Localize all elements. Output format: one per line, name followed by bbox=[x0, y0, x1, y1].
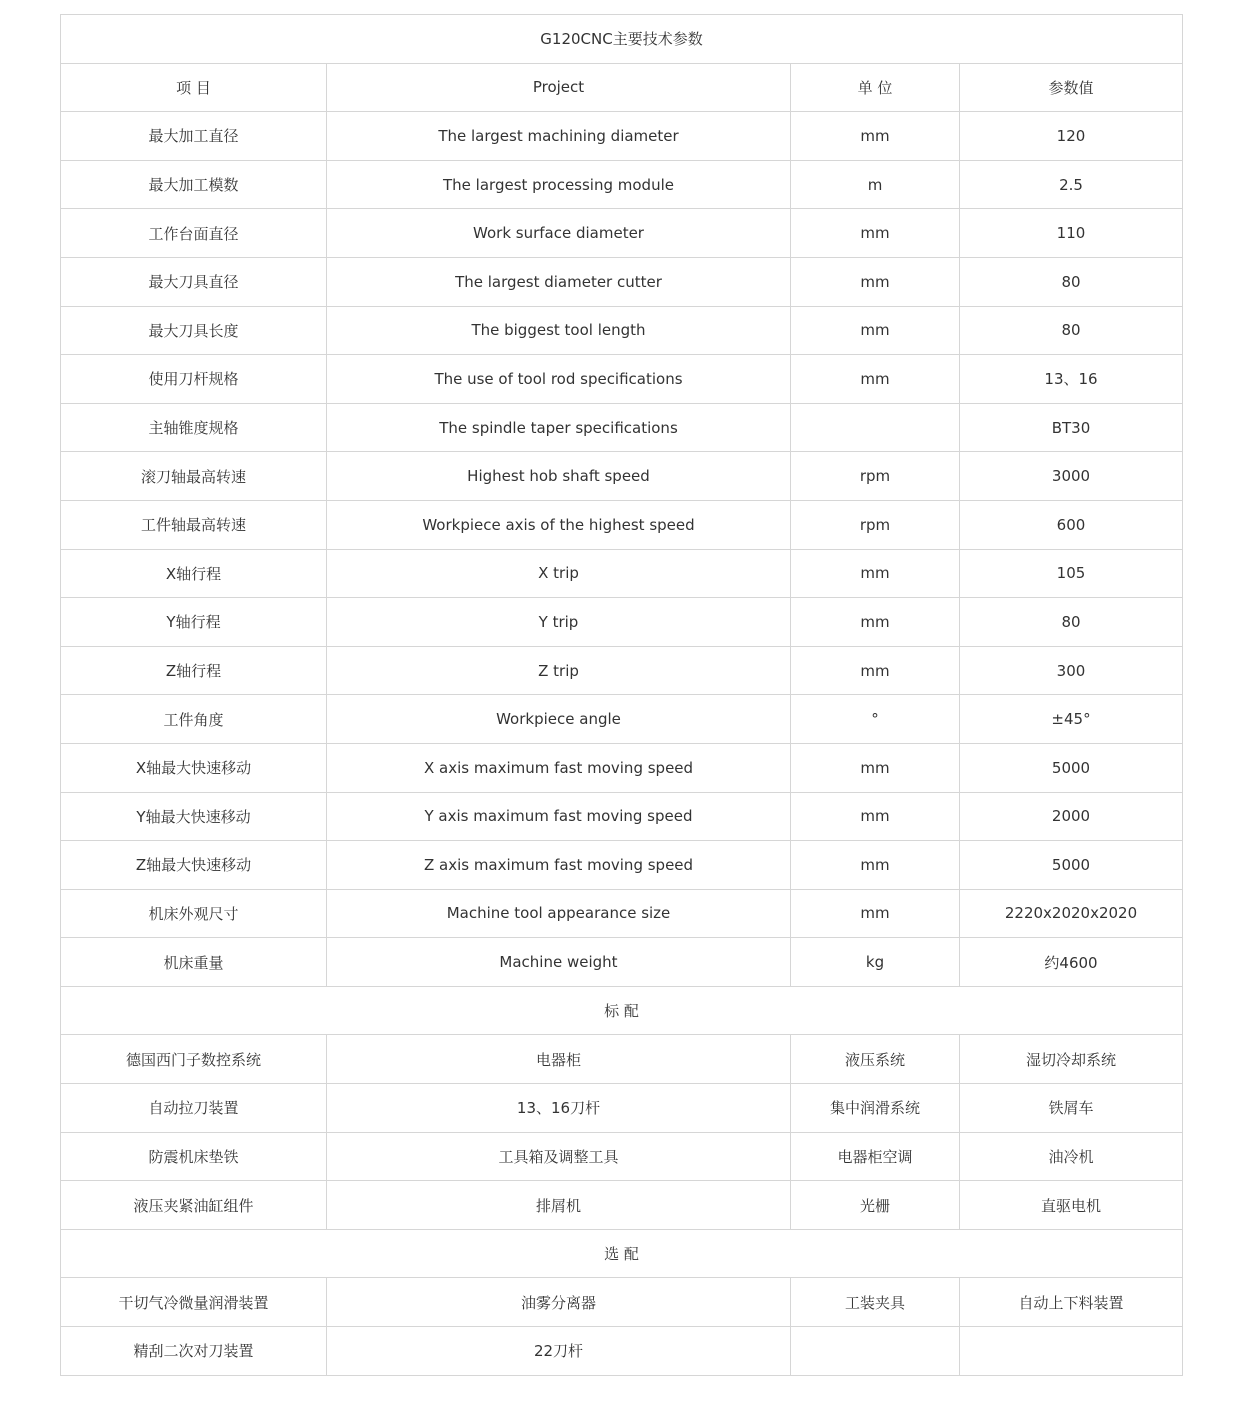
param-unit: rpm bbox=[791, 500, 960, 549]
optional-item: 自动上下料装置 bbox=[960, 1278, 1183, 1327]
param-value: 13、16 bbox=[960, 355, 1183, 404]
param-unit: mm bbox=[791, 549, 960, 598]
param-name: 滚刀轴最高转速 bbox=[61, 452, 327, 501]
param-row bbox=[61, 938, 1183, 987]
param-name: 机床外观尺寸 bbox=[61, 889, 327, 938]
param-unit: mm bbox=[791, 646, 960, 695]
param-project: Workpiece axis of the highest speed bbox=[327, 500, 791, 549]
standard-title: 标 配 bbox=[61, 986, 1183, 1035]
table-title: G120CNC主要技术参数 bbox=[61, 15, 1183, 64]
param-value: 3000 bbox=[960, 452, 1183, 501]
title-row bbox=[61, 15, 1183, 64]
param-project: Y trip bbox=[327, 598, 791, 647]
param-row bbox=[61, 646, 1183, 695]
standard-item: 排屑机 bbox=[327, 1181, 791, 1230]
optional-row bbox=[61, 1327, 1183, 1376]
param-project: The biggest tool length bbox=[327, 306, 791, 355]
param-name: 主轴锥度规格 bbox=[61, 403, 327, 452]
param-row bbox=[61, 355, 1183, 404]
param-value: 2000 bbox=[960, 792, 1183, 841]
standard-item: 湿切冷却系统 bbox=[960, 1035, 1183, 1084]
param-value: BT30 bbox=[960, 403, 1183, 452]
standard-item: 德国西门子数控系统 bbox=[61, 1035, 327, 1084]
param-row bbox=[61, 160, 1183, 209]
optional-item bbox=[960, 1327, 1183, 1376]
header-item: 项 目 bbox=[61, 63, 327, 112]
standard-row bbox=[61, 1035, 1183, 1084]
param-name: Y轴行程 bbox=[61, 598, 327, 647]
standard-row bbox=[61, 1181, 1183, 1230]
param-row bbox=[61, 500, 1183, 549]
optional-item: 干切气冷微量润滑装置 bbox=[61, 1278, 327, 1327]
param-row bbox=[61, 549, 1183, 598]
param-name: Z轴最大快速移动 bbox=[61, 841, 327, 890]
param-value: 5000 bbox=[960, 841, 1183, 890]
param-value: 110 bbox=[960, 209, 1183, 258]
param-project: Highest hob shaft speed bbox=[327, 452, 791, 501]
param-row bbox=[61, 403, 1183, 452]
param-name: 最大刀具长度 bbox=[61, 306, 327, 355]
optional-item bbox=[791, 1327, 960, 1376]
param-project: Machine weight bbox=[327, 938, 791, 987]
param-row bbox=[61, 743, 1183, 792]
param-unit: mm bbox=[791, 112, 960, 161]
param-unit: mm bbox=[791, 889, 960, 938]
param-row bbox=[61, 598, 1183, 647]
header-unit: 单 位 bbox=[791, 63, 960, 112]
param-unit: mm bbox=[791, 598, 960, 647]
optional-item: 工装夹具 bbox=[791, 1278, 960, 1327]
param-unit: rpm bbox=[791, 452, 960, 501]
standard-item: 铁屑车 bbox=[960, 1084, 1183, 1133]
header-project: Project bbox=[327, 63, 791, 112]
param-row bbox=[61, 695, 1183, 744]
param-name: 最大加工直径 bbox=[61, 112, 327, 161]
param-name: Z轴行程 bbox=[61, 646, 327, 695]
param-name: X轴行程 bbox=[61, 549, 327, 598]
header-value: 参数值 bbox=[960, 63, 1183, 112]
param-project: The largest processing module bbox=[327, 160, 791, 209]
optional-title: 选 配 bbox=[61, 1229, 1183, 1278]
standard-row bbox=[61, 1084, 1183, 1133]
standard-row bbox=[61, 1132, 1183, 1181]
param-project: X axis maximum fast moving speed bbox=[327, 743, 791, 792]
standard-item: 直驱电机 bbox=[960, 1181, 1183, 1230]
param-value: 约4600 bbox=[960, 938, 1183, 987]
param-value: 2220x2020x2020 bbox=[960, 889, 1183, 938]
param-value: 600 bbox=[960, 500, 1183, 549]
param-unit: mm bbox=[791, 306, 960, 355]
standard-item: 液压系统 bbox=[791, 1035, 960, 1084]
standard-item: 集中润滑系统 bbox=[791, 1084, 960, 1133]
param-value: 120 bbox=[960, 112, 1183, 161]
param-value: ±45° bbox=[960, 695, 1183, 744]
param-row bbox=[61, 841, 1183, 890]
param-name: 工件轴最高转速 bbox=[61, 500, 327, 549]
param-row bbox=[61, 452, 1183, 501]
standard-item: 电器柜 bbox=[327, 1035, 791, 1084]
param-project: The use of tool rod specifications bbox=[327, 355, 791, 404]
optional-item: 精刮二次对刀装置 bbox=[61, 1327, 327, 1376]
param-project: Workpiece angle bbox=[327, 695, 791, 744]
param-unit: mm bbox=[791, 841, 960, 890]
param-value: 300 bbox=[960, 646, 1183, 695]
param-unit bbox=[791, 403, 960, 452]
param-value: 5000 bbox=[960, 743, 1183, 792]
standard-item: 工具箱及调整工具 bbox=[327, 1132, 791, 1181]
param-name: 工作台面直径 bbox=[61, 209, 327, 258]
standard-item: 自动拉刀装置 bbox=[61, 1084, 327, 1133]
standard-title-row bbox=[61, 986, 1183, 1035]
optional-item: 油雾分离器 bbox=[327, 1278, 791, 1327]
param-unit: m bbox=[791, 160, 960, 209]
param-project: The largest machining diameter bbox=[327, 112, 791, 161]
param-project: Work surface diameter bbox=[327, 209, 791, 258]
param-unit: mm bbox=[791, 743, 960, 792]
spec-table-body bbox=[61, 15, 1183, 1376]
param-unit: mm bbox=[791, 209, 960, 258]
param-unit: mm bbox=[791, 792, 960, 841]
param-row bbox=[61, 306, 1183, 355]
param-project: Y axis maximum fast moving speed bbox=[327, 792, 791, 841]
standard-item: 光栅 bbox=[791, 1181, 960, 1230]
param-name: X轴最大快速移动 bbox=[61, 743, 327, 792]
param-value: 80 bbox=[960, 306, 1183, 355]
param-name: 机床重量 bbox=[61, 938, 327, 987]
param-row bbox=[61, 889, 1183, 938]
param-name: 使用刀杆规格 bbox=[61, 355, 327, 404]
header-row bbox=[61, 63, 1183, 112]
param-unit: mm bbox=[791, 257, 960, 306]
param-unit: ° bbox=[791, 695, 960, 744]
param-project: The largest diameter cutter bbox=[327, 257, 791, 306]
param-project: The spindle taper specifications bbox=[327, 403, 791, 452]
standard-item: 13、16刀杆 bbox=[327, 1084, 791, 1133]
standard-item: 液压夹紧油缸组件 bbox=[61, 1181, 327, 1230]
param-value: 2.5 bbox=[960, 160, 1183, 209]
param-project: Machine tool appearance size bbox=[327, 889, 791, 938]
param-name: Y轴最大快速移动 bbox=[61, 792, 327, 841]
optional-item: 22刀杆 bbox=[327, 1327, 791, 1376]
param-project: Z trip bbox=[327, 646, 791, 695]
param-project: X trip bbox=[327, 549, 791, 598]
param-unit: kg bbox=[791, 938, 960, 987]
optional-row bbox=[61, 1278, 1183, 1327]
spec-table bbox=[60, 14, 1183, 1376]
param-row bbox=[61, 112, 1183, 161]
standard-item: 电器柜空调 bbox=[791, 1132, 960, 1181]
param-row bbox=[61, 209, 1183, 258]
standard-item: 油冷机 bbox=[960, 1132, 1183, 1181]
param-name: 工件角度 bbox=[61, 695, 327, 744]
param-name: 最大加工模数 bbox=[61, 160, 327, 209]
standard-item: 防震机床垫铁 bbox=[61, 1132, 327, 1181]
param-value: 105 bbox=[960, 549, 1183, 598]
param-name: 最大刀具直径 bbox=[61, 257, 327, 306]
param-value: 80 bbox=[960, 598, 1183, 647]
param-value: 80 bbox=[960, 257, 1183, 306]
param-unit: mm bbox=[791, 355, 960, 404]
param-row bbox=[61, 257, 1183, 306]
optional-title-row bbox=[61, 1229, 1183, 1278]
param-row bbox=[61, 792, 1183, 841]
param-project: Z axis maximum fast moving speed bbox=[327, 841, 791, 890]
